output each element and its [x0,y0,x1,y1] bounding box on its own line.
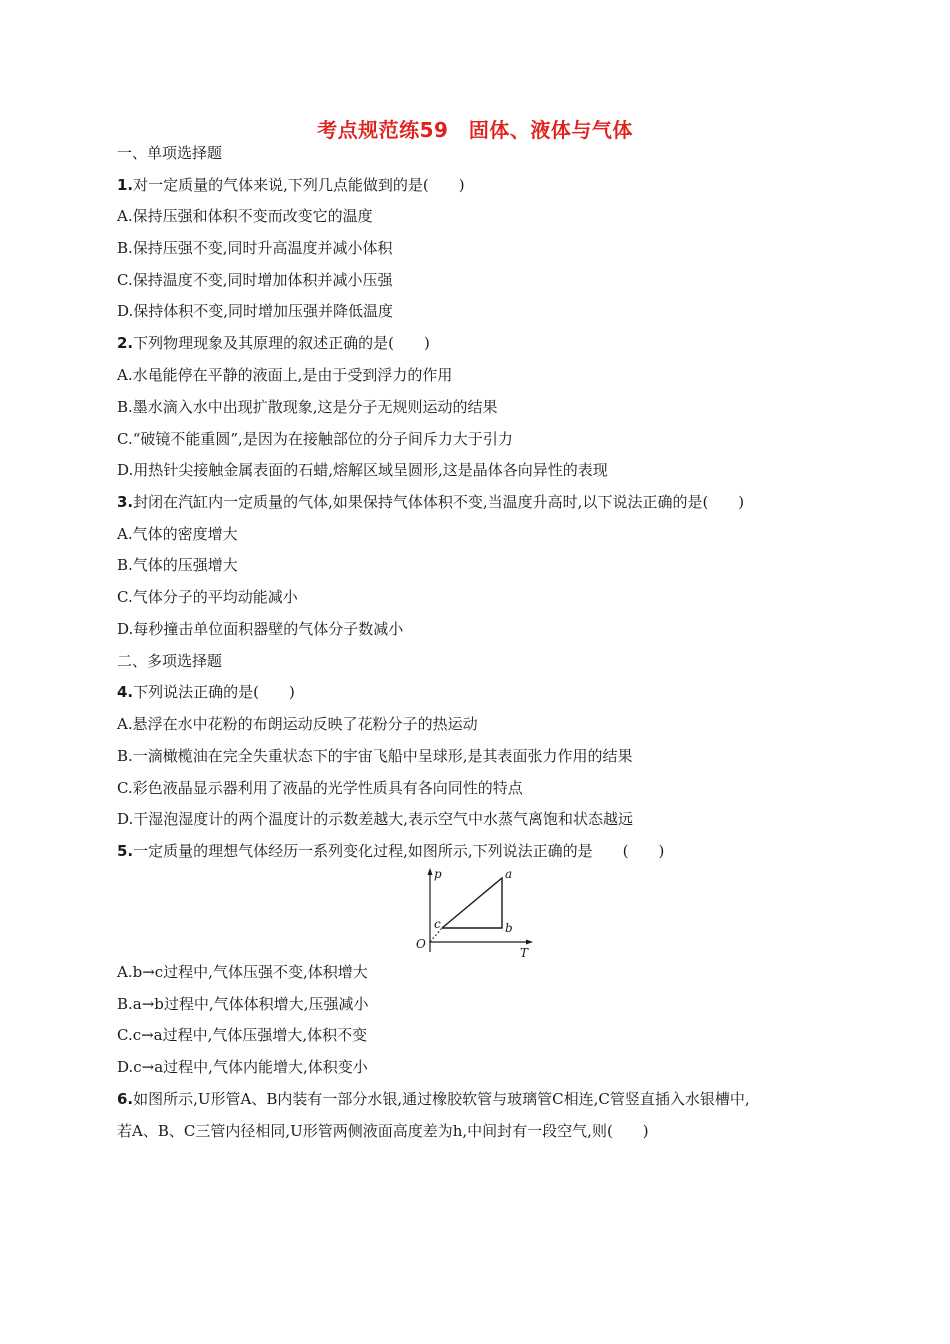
t-axis-arrow-icon [526,940,533,945]
point-b-label: b [505,921,513,935]
question-5-stem [117,841,664,861]
question-number: 2. [117,334,134,352]
question-5-option-c: C.c→a过程中,气体压强增大,体积不变 [117,1026,368,1044]
question-3-option-b: B.气体的压强增大 [117,556,238,574]
p-t-diagram [408,866,538,960]
question-5-option-b: B.a→b过程中,气体体积增大,压强减小 [117,995,369,1013]
question-text: 下列物理现象及其原理的叙述正确的是( ) [133,334,430,352]
question-3-option-d: D.每秒撞击单位面积器壁的气体分子数减小 [117,620,404,638]
question-4-stem [117,682,295,702]
question-1-option-d: D.保持体积不变,同时增加压强并降低温度 [117,302,394,320]
question-4-option-c: C.彩色液晶显示器利用了液晶的光学性质具有各向同性的特点 [117,779,523,797]
section-heading-multiple-choice: 二、多项选择题 [117,652,223,670]
section-heading-single-choice: 一、单项选择题 [117,144,223,162]
question-number: 3. [117,493,134,511]
question-text: 对一定质量的气体来说,下列几点能做到的是( ) [133,176,465,194]
question-4-option-d: D.干湿泡湿度计的两个温度计的示数差越大,表示空气中水蒸气离饱和状态越远 [117,810,634,828]
page-title: 考点规范练59 固体、液体与气体 [317,118,633,142]
process-triangle [442,878,502,928]
origin-label: O [416,937,426,951]
question-3-option-c: C.气体分子的平均动能减小 [117,588,298,606]
question-1-stem [117,175,465,195]
question-number: 4. [117,683,134,701]
question-number: 5. [117,842,134,860]
question-text: 一定质量的理想气体经历一系列变化过程,如图所示,下列说法正确的是 ( ) [133,842,665,860]
question-2-stem [117,333,430,353]
question-2-option-d: D.用热针尖接触金属表面的石蜡,熔解区域呈圆形,这是晶体各向异性的表现 [117,461,608,479]
question-2-option-c: C.“破镜不能重圆”,是因为在接触部位的分子间斥力大于引力 [117,430,513,448]
question-3-option-a: A.气体的密度增大 [117,525,238,543]
question-1-option-c: C.保持温度不变,同时增加体积并减小压强 [117,271,393,289]
question-3-stem [117,492,744,512]
question-5-option-d: D.c→a过程中,气体内能增大,体积变小 [117,1058,368,1076]
point-a-label: a [505,867,513,881]
question-2-option-a: A.水黾能停在平静的液面上,是由于受到浮力的作用 [117,366,453,384]
question-text: 封闭在汽缸内一定质量的气体,如果保持气体体积不变,当温度升高时,以下说法正确的是( ) [133,493,745,511]
p-axis-arrow-icon [428,868,433,875]
question-6-stem-line-1 [117,1089,750,1109]
question-number: 6. [117,1090,134,1108]
question-4-option-b: B.一滴橄榄油在完全失重状态下的宇宙飞船中呈球形,是其表面张力作用的结果 [117,747,633,765]
t-axis-label: T [520,946,529,960]
question-5-option-a: A.b→c过程中,气体压强不变,体积增大 [117,963,368,981]
question-6-stem-line-2: 若A、B、C三管内径相同,U形管两侧液面高度差为h,中间封有一段空气,则( ) [117,1122,649,1140]
question-2-option-b: B.墨水滴入水中出现扩散现象,这是分子无规则运动的结果 [117,398,498,416]
question-1-option-b: B.保持压强不变,同时升高温度并减小体积 [117,239,393,257]
question-1-option-a: A.保持压强和体积不变而改变它的温度 [117,207,373,225]
question-text: 如图所示,U形管A、B内装有一部分水银,通过橡胶软管与玻璃管C相连,C管竖直插入水银槽中, [133,1090,750,1108]
question-4-option-a: A.悬浮在水中花粉的布朗运动反映了花粉分子的热运动 [117,715,478,733]
p-axis-label: p [434,867,442,881]
point-c-label: c [434,917,441,931]
question-text: 下列说法正确的是( ) [133,683,295,701]
question-number: 1. [117,176,134,194]
